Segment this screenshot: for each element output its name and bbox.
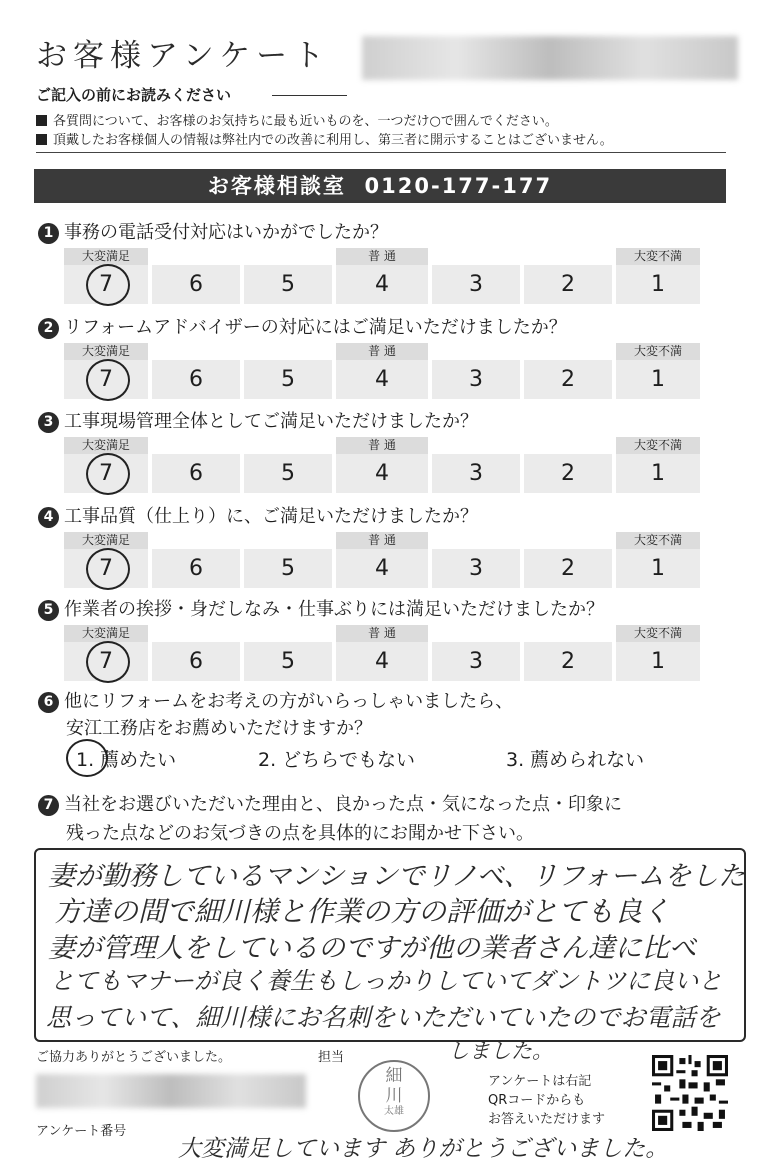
rating-option-4[interactable]: 4 xyxy=(336,360,428,399)
rating-scale xyxy=(64,343,696,399)
scale-label-very-dissatisfied: 大変不満 xyxy=(616,437,700,454)
redacted-name xyxy=(362,36,738,80)
rating-option-4[interactable]: 4 xyxy=(336,642,428,681)
rating-scale xyxy=(64,625,696,681)
answer-circle xyxy=(86,453,130,495)
question-1: 1 事務の電話受付対応はいかがでしたか？ xyxy=(38,218,388,244)
survey-number-label: アンケート番号 xyxy=(36,1124,127,1139)
question-2: 2 リフォームアドバイザーの対応にはご満足いただけましたか？ xyxy=(38,313,567,339)
thanks-text: ご協力ありがとうございました。 xyxy=(36,1050,232,1065)
rating-option-2[interactable]: 2 xyxy=(524,454,612,493)
bullet-square-icon xyxy=(36,115,47,126)
rating-option-3[interactable]: 3 xyxy=(432,360,520,399)
rating-option-7[interactable]: 7 xyxy=(64,642,148,681)
rating-scale xyxy=(64,437,696,493)
scale-label-very-satisfied: 大変満足 xyxy=(64,248,148,265)
rating-option-5[interactable]: 5 xyxy=(244,454,332,493)
rating-option-7[interactable]: 7 xyxy=(64,454,148,493)
question-number-icon: 2 xyxy=(38,318,59,339)
handwritten-comment-line: 妻が管理人をしているのですが他の業者さん達に比べ xyxy=(48,933,696,964)
divider xyxy=(272,95,347,96)
scale-label-very-satisfied: 大変満足 xyxy=(64,532,148,549)
scale-label-average: 普 通 xyxy=(336,625,428,642)
rating-option-3[interactable]: 3 xyxy=(432,454,520,493)
scale-label-very-dissatisfied: 大変不満 xyxy=(616,625,700,642)
rating-option-5[interactable]: 5 xyxy=(244,642,332,681)
rating-option-6[interactable]: 6 xyxy=(152,454,240,493)
scale-label-very-dissatisfied: 大変不満 xyxy=(616,532,700,549)
q6-option-3[interactable]: 3. 薦められない xyxy=(506,749,645,771)
answer-circle xyxy=(86,548,130,590)
rating-option-7[interactable]: 7 xyxy=(64,360,148,399)
staff-label: 担当 xyxy=(318,1050,345,1065)
scale-label-average: 普 通 xyxy=(336,532,428,549)
rating-option-1[interactable]: 1 xyxy=(616,642,700,681)
scale-label-very-dissatisfied: 大変不満 xyxy=(616,248,700,265)
answer-circle xyxy=(86,641,130,683)
rating-option-2[interactable]: 2 xyxy=(524,360,612,399)
rating-option-4[interactable]: 4 xyxy=(336,549,428,588)
rating-option-1[interactable]: 1 xyxy=(616,265,700,304)
bullet-square-icon xyxy=(36,134,47,145)
question-number-icon: 3 xyxy=(38,412,59,433)
rating-option-1[interactable]: 1 xyxy=(616,360,700,399)
rating-option-2[interactable]: 2 xyxy=(524,642,612,681)
question-number-icon: 7 xyxy=(38,795,59,816)
question-4: 4 工事品質（仕上り）に、ご満足いただけましたか？ xyxy=(38,502,478,528)
rating-option-2[interactable]: 2 xyxy=(524,549,612,588)
redacted-survey-number xyxy=(36,1074,306,1108)
handwritten-comment-line: 妻が勤務しているマンションでリノベ、リフォームをした xyxy=(48,861,746,892)
scale-label-very-satisfied: 大変満足 xyxy=(64,343,148,360)
handwritten-footer-note: 大変満足しています ありがとうございました。 xyxy=(178,1136,669,1162)
scale-label-average: 普 通 xyxy=(336,343,428,360)
question-6: 6 他にリフォームをお考えの方がいらっしゃいましたら、 安江工務店をお薦めいただけますか？ xyxy=(38,688,513,742)
rating-option-5[interactable]: 5 xyxy=(244,549,332,588)
question-number-icon: 5 xyxy=(38,600,59,621)
rating-option-4[interactable]: 4 xyxy=(336,454,428,493)
support-phone: 0120-177-177 xyxy=(364,174,553,198)
handwritten-comment-line: 思っていて、細川様にお名刺をいただいていたのでお電話を xyxy=(46,1003,721,1032)
rating-option-6[interactable]: 6 xyxy=(152,360,240,399)
instruction-note-2: 頂戴したお客様個人の情報は弊社内での改善に利用し、第三者に開示することはございません。 xyxy=(36,129,613,148)
qr-instructions: アンケートは右記 QRコードからも お答えいただけます xyxy=(488,1074,606,1127)
scale-label-average: 普 通 xyxy=(336,248,428,265)
question-3: 3 工事現場管理全体としてご満足いただけましたか？ xyxy=(38,407,478,433)
q6-option-1[interactable]: 1. 薦めたい xyxy=(76,749,177,771)
rating-option-3[interactable]: 3 xyxy=(432,642,520,681)
rating-scale xyxy=(64,248,696,304)
question-number-icon: 6 xyxy=(38,692,59,713)
rating-option-5[interactable]: 5 xyxy=(244,360,332,399)
rating-option-6[interactable]: 6 xyxy=(152,642,240,681)
answer-circle xyxy=(86,359,130,401)
comment-box[interactable] xyxy=(34,848,746,1042)
divider xyxy=(36,152,726,153)
rating-option-6[interactable]: 6 xyxy=(152,265,240,304)
rating-scale xyxy=(64,532,696,588)
rating-option-3[interactable]: 3 xyxy=(432,549,520,588)
instructions-heading: ご記入の前にお読みください xyxy=(36,86,232,104)
question-number-icon: 4 xyxy=(38,507,59,528)
scale-label-very-satisfied: 大変満足 xyxy=(64,625,148,642)
page-title: お客様アンケート xyxy=(36,38,331,74)
scale-label-very-dissatisfied: 大変不満 xyxy=(616,343,700,360)
customer-support-bar: お客様相談室 0120-177-177 xyxy=(34,169,726,203)
rating-option-5[interactable]: 5 xyxy=(244,265,332,304)
rating-option-1[interactable]: 1 xyxy=(616,454,700,493)
rating-option-7[interactable]: 7 xyxy=(64,265,148,304)
staff-seal: 細 川 太雄 xyxy=(358,1060,430,1132)
rating-option-6[interactable]: 6 xyxy=(152,549,240,588)
question-number-icon: 1 xyxy=(38,223,59,244)
rating-option-1[interactable]: 1 xyxy=(616,549,700,588)
q6-option-2[interactable]: 2. どちらでもない xyxy=(258,749,415,771)
handwritten-comment-line: しました。 xyxy=(448,1039,553,1063)
scale-label-average: 普 通 xyxy=(336,437,428,454)
instruction-note-1: 各質問について、お客様のお気持ちに最も近いものを、一つだけ○で囲んでください。 xyxy=(36,110,558,129)
handwritten-comment-line: とてもマナーが良く養生もしっかりしていてダントツに良いと xyxy=(50,967,723,995)
handwritten-comment-line: 方達の間で細川様と作業の方の評価がとても良く xyxy=(54,895,671,928)
question-7: 7 当社をお選びいただいた理由と、良かった点・気になった点・印象に 残った点などのお気づきの点を具体的にお聞かせ下さい。 xyxy=(38,790,622,848)
question-5: 5 作業者の挨拶・身だしなみ・仕事ぶりには満足いただけましたか？ xyxy=(38,595,604,621)
rating-option-7[interactable]: 7 xyxy=(64,549,148,588)
rating-option-4[interactable]: 4 xyxy=(336,265,428,304)
qr-code-icon[interactable] xyxy=(652,1055,728,1131)
rating-option-3[interactable]: 3 xyxy=(432,265,520,304)
rating-option-2[interactable]: 2 xyxy=(524,265,612,304)
answer-circle xyxy=(86,264,130,306)
answer-circle xyxy=(66,739,108,777)
scale-label-very-satisfied: 大変満足 xyxy=(64,437,148,454)
